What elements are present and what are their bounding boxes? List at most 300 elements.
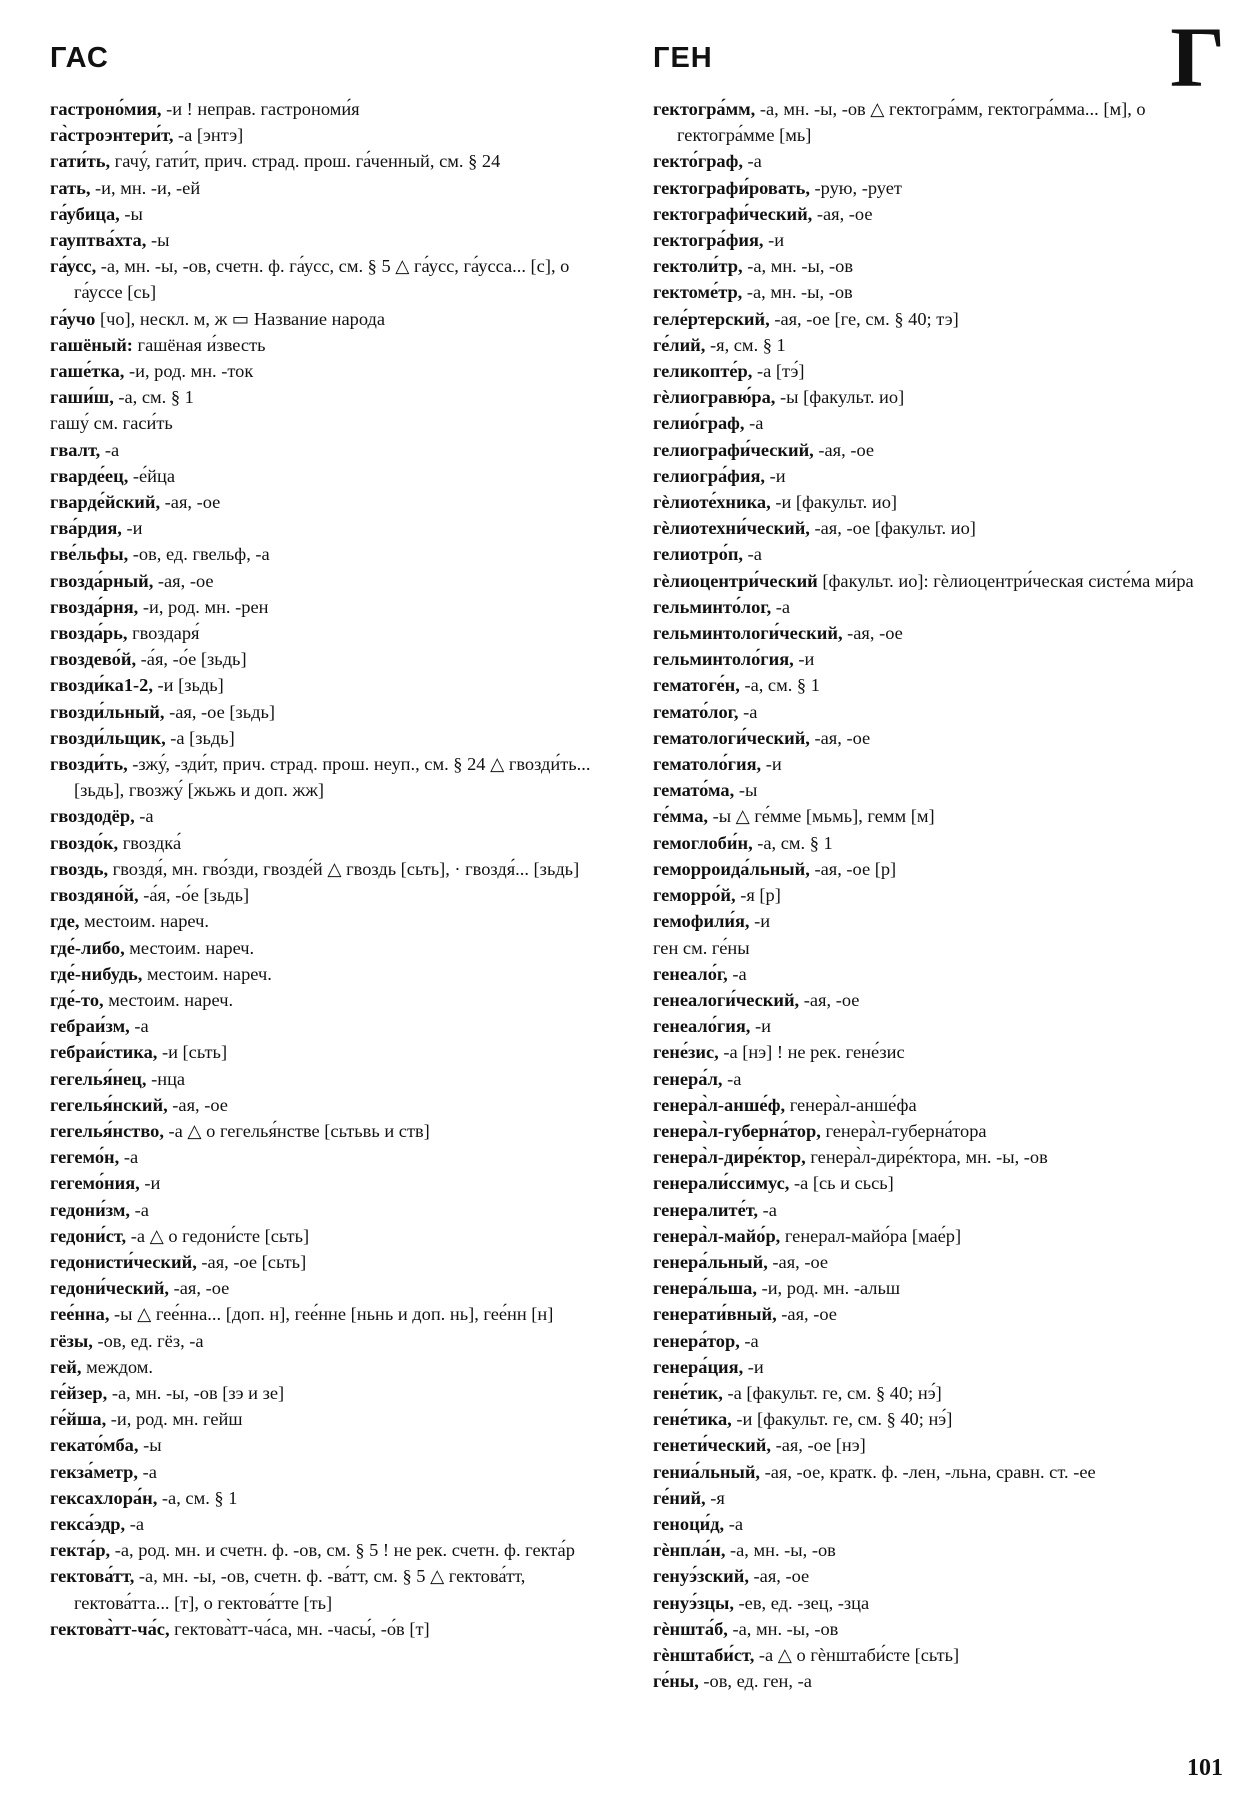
entry-headword: генералите́т, bbox=[653, 1199, 758, 1220]
dictionary-entry bbox=[653, 1563, 1225, 1589]
dictionary-entry bbox=[50, 1275, 620, 1301]
entry-headword: гектоли́тр, bbox=[653, 256, 743, 277]
entry-definition: гвоздка́ bbox=[118, 832, 182, 853]
dictionary-entry bbox=[50, 384, 620, 410]
entry-headword: га́учо bbox=[50, 308, 96, 329]
entry-definition: -и bbox=[761, 754, 782, 775]
entry-definition: -ая, -ое [нэ] bbox=[770, 1435, 866, 1456]
entry-headword: генера́ция, bbox=[653, 1356, 744, 1377]
entry-headword: ге́ний, bbox=[653, 1487, 706, 1508]
dictionary-entry bbox=[50, 672, 620, 698]
dictionary-entry bbox=[50, 856, 620, 882]
entry-definition: -ев, ед. -зец, -зца bbox=[733, 1592, 870, 1613]
entry-definition: -ов, ед. гвельф, -а bbox=[128, 544, 270, 565]
entry-headword: га́убица, bbox=[50, 203, 120, 224]
entry-headword: где, bbox=[50, 911, 80, 932]
dictionary-entry bbox=[50, 751, 620, 803]
dictionary-entry bbox=[50, 96, 620, 122]
entry-headword: где́-либо, bbox=[50, 937, 125, 958]
dictionary-entry bbox=[653, 463, 1225, 489]
entry-headword: гѐнштаби́ст, bbox=[653, 1644, 755, 1665]
entry-definition: -рую, -рует bbox=[809, 177, 902, 198]
entry-headword: гварде́ец, bbox=[50, 465, 129, 486]
entry-headword: ге́мма, bbox=[653, 806, 708, 827]
dictionary-entry bbox=[50, 1223, 620, 1249]
entry-definition: -а, см. § 1 bbox=[157, 1487, 238, 1508]
dictionary-entry bbox=[653, 725, 1225, 751]
entry-definition: -и bbox=[749, 911, 771, 932]
entry-definition: -а bbox=[119, 1147, 139, 1168]
entry-headword: гегемо́н, bbox=[50, 1147, 120, 1168]
entry-headword: гва́рдия, bbox=[50, 518, 122, 539]
dictionary-entry bbox=[653, 175, 1225, 201]
entry-headword: геликопте́р, bbox=[653, 361, 753, 382]
entry-definition: -и, род. мн. -ток bbox=[124, 361, 254, 382]
entry-definition: ген см. ге́ны bbox=[653, 937, 750, 958]
dictionary-entry bbox=[50, 987, 620, 1013]
dictionary-entry bbox=[50, 803, 620, 829]
entry-definition: [чо], нескл. м, ж ▭ Название народа bbox=[95, 308, 386, 329]
dictionary-entry bbox=[653, 358, 1225, 384]
entry-headword: гельминтологи́ческий, bbox=[653, 623, 843, 644]
dictionary-entry bbox=[653, 1039, 1225, 1065]
dictionary-entry bbox=[50, 463, 620, 489]
dictionary-entry bbox=[50, 489, 620, 515]
entry-headword: гельминто́лог, bbox=[653, 596, 772, 617]
entry-definition: -ы △ гее́нна... [доп. н], гее́нне [ньнь и доп. нь], гее́нн [н] bbox=[109, 1304, 554, 1325]
entry-definition: гвоздя́, мн. гво́зди, гвозде́й △ гвоздь [сьть], · гвоздя́... [зьдь] bbox=[108, 858, 580, 879]
dictionary-entry bbox=[50, 725, 620, 751]
entry-headword: генера̀л-дире́ктор, bbox=[653, 1147, 806, 1168]
entry-headword: гематоло́гия, bbox=[653, 754, 762, 775]
entry-definition: -ая, -ое [р] bbox=[809, 858, 897, 879]
entry-definition: -а, мн. -ы, -ов, счетн. ф. -ва́тт, см. § 5 △ гектова́тт, гектова́тта... [т], о гектова́тте [ть] bbox=[74, 1566, 526, 1613]
dictionary-entry bbox=[50, 699, 620, 725]
entry-headword: гѐлиогравю́ра, bbox=[653, 387, 776, 408]
entry-headword: гвоздево́й, bbox=[50, 649, 137, 670]
entry-definition: -ая, -ое bbox=[799, 989, 860, 1010]
entry-definition: -а, мн. -ы, -ов bbox=[725, 1540, 836, 1561]
entry-definition: -ы △ ге́мме [мьмь], гемм [м] bbox=[708, 806, 935, 827]
entry-definition: -ая, -ое bbox=[813, 439, 875, 460]
dictionary-entry bbox=[653, 961, 1225, 987]
entry-headword: гвоздь, bbox=[50, 858, 109, 879]
dictionary-entry bbox=[50, 594, 620, 620]
entry-definition: -а, мн. -ы, -ов, счетн. ф. га́усс, см. § 5 △ га́усс, га́усса... [с], о га́уссе [сь] bbox=[74, 256, 570, 303]
entry-definition: [факульт. ио]: гѐлиоцентри́ческая систе́ма ми́ра bbox=[817, 570, 1194, 591]
entry-headword: гегелья́нский, bbox=[50, 1094, 168, 1115]
entry-headword: гве́льфы, bbox=[50, 544, 129, 565]
dictionary-entry bbox=[653, 1328, 1225, 1354]
entry-headword: генерали́ссимус, bbox=[653, 1173, 790, 1194]
entry-headword: где́-нибудь, bbox=[50, 963, 143, 984]
entry-definition: -ая, -ое bbox=[160, 492, 221, 513]
entry-definition: -и bbox=[763, 230, 785, 251]
entry-definition: -а bbox=[129, 1199, 149, 1220]
entry-headword: гебраи́зм, bbox=[50, 1016, 130, 1037]
entry-definition: -а △ о гедони́сте [сьть] bbox=[126, 1225, 310, 1246]
entry-definition: гашёная и́звесть bbox=[132, 334, 266, 355]
dictionary-entry bbox=[50, 175, 620, 201]
entry-headword: генера́л, bbox=[653, 1068, 723, 1089]
dictionary-entry bbox=[50, 1328, 620, 1354]
entry-headword: гвалт, bbox=[50, 439, 101, 460]
entry-definition: -и bbox=[139, 1173, 161, 1194]
entry-definition: -а́я, -о́е [зьдь] bbox=[136, 649, 247, 670]
entry-headword: гаши́ш, bbox=[50, 387, 114, 408]
dictionary-entry bbox=[653, 515, 1225, 541]
dictionary-entry bbox=[653, 672, 1225, 698]
entry-headword: гедони́ст, bbox=[50, 1225, 127, 1246]
dictionary-entry bbox=[653, 201, 1225, 227]
dictionary-entry bbox=[653, 1406, 1225, 1432]
dictionary-entry bbox=[653, 541, 1225, 567]
dictionary-entry bbox=[653, 1459, 1225, 1485]
entry-headword: геморро́й, bbox=[653, 885, 736, 906]
dictionary-entry bbox=[50, 1013, 620, 1039]
entry-definition: местоим. нареч. bbox=[79, 911, 209, 932]
dictionary-entry bbox=[653, 410, 1225, 436]
entry-definition: гвоздаря́ bbox=[127, 623, 200, 644]
dictionary-entry bbox=[653, 227, 1225, 253]
dictionary-entry bbox=[50, 961, 620, 987]
entry-headword: ге́йша, bbox=[50, 1409, 107, 1430]
entry-definition: -е́йца bbox=[128, 465, 176, 486]
entry-headword: гелиографи́ческий, bbox=[653, 439, 814, 460]
entry-definition: -ая, -ое bbox=[767, 1251, 829, 1272]
entry-definition: -ов, ед. гёз, -а bbox=[92, 1330, 204, 1351]
dictionary-entry bbox=[653, 306, 1225, 332]
entry-headword: гѐнпла́н, bbox=[653, 1540, 726, 1561]
entry-definition: -ая, -ое bbox=[842, 623, 903, 644]
dictionary-entry bbox=[653, 1223, 1225, 1249]
entry-headword: гене́тика, bbox=[653, 1409, 732, 1430]
entry-headword: гедонисти́ческий, bbox=[50, 1251, 197, 1272]
entry-headword: гемофили́я, bbox=[653, 911, 750, 932]
entry-definition: -и ! неправ. гастрономи́я bbox=[161, 99, 360, 119]
entry-headword: ге́йзер, bbox=[50, 1382, 108, 1403]
entry-definition: -ая, -ое bbox=[167, 1094, 228, 1115]
right-column bbox=[653, 96, 1225, 1694]
entry-headword: гене́тик, bbox=[653, 1382, 723, 1403]
entry-headword: где́-то, bbox=[50, 989, 104, 1010]
dictionary-entry bbox=[50, 646, 620, 672]
entry-headword: гедони́зм, bbox=[50, 1199, 130, 1220]
entry-definition: -а, род. мн. и счетн. ф. -ов, см. § 5 ! не рек. счетн. ф. гекта́р bbox=[110, 1540, 575, 1561]
entry-definition: -а bbox=[129, 1016, 149, 1037]
dictionary-entry bbox=[653, 1144, 1225, 1170]
entry-definition: -а [факульт. ге, см. § 40; нэ́] bbox=[722, 1382, 942, 1403]
entry-headword: гаше́тка, bbox=[50, 361, 125, 382]
entry-definition: -а́я, -о́е [зьдь] bbox=[138, 885, 250, 906]
dictionary-entry bbox=[653, 384, 1225, 410]
dictionary-entry bbox=[50, 935, 620, 961]
entry-definition: -ая, -ое [факульт. ио] bbox=[809, 518, 976, 539]
entry-definition: генера̀л-губерна́тора bbox=[820, 1120, 987, 1141]
dictionary-entry bbox=[653, 1354, 1225, 1380]
entry-definition: -я bbox=[705, 1487, 725, 1508]
entry-definition: местоим. нареч. bbox=[124, 937, 255, 958]
entry-definition: гектова̀тт-ча́са, мн. -часы́, -о́в [т] bbox=[169, 1618, 430, 1639]
dictionary-entry bbox=[653, 253, 1225, 279]
entry-definition: -и bbox=[743, 1356, 764, 1377]
dictionary-entry bbox=[50, 1380, 620, 1406]
entry-definition: -а [энтэ] bbox=[173, 125, 244, 146]
entry-headword: гвозди́льный, bbox=[50, 701, 165, 722]
entry-definition: -а [тэ́] bbox=[752, 361, 805, 382]
dictionary-entry bbox=[50, 1144, 620, 1170]
entry-headword: гвоздо́к, bbox=[50, 832, 119, 853]
dictionary-entry bbox=[50, 410, 620, 436]
dictionary-entry bbox=[50, 1170, 620, 1196]
left-guide-word: ГАС bbox=[50, 42, 109, 74]
entry-headword: геноци́д, bbox=[653, 1513, 725, 1534]
entry-headword: генера̀л-майо́р, bbox=[653, 1225, 781, 1246]
entry-headword: гекто́граф, bbox=[653, 151, 743, 172]
dictionary-entry bbox=[50, 358, 620, 384]
dictionary-entry bbox=[50, 1537, 620, 1563]
dictionary-entry bbox=[50, 306, 620, 332]
entry-headword: гектогра́мм, bbox=[653, 99, 756, 119]
entry-headword: гѐлиотехни́ческий, bbox=[653, 518, 810, 539]
dictionary-entry bbox=[653, 699, 1225, 725]
entry-definition: -а △ о гѐнштаби́сте [сьть] bbox=[754, 1644, 960, 1665]
entry-headword: гекса́эдр, bbox=[50, 1513, 126, 1534]
entry-definition: генерал-майо́ра [мае́р] bbox=[780, 1225, 962, 1246]
entry-headword: гвозди́ка1-2, bbox=[50, 675, 153, 696]
entry-headword: генуэ́зский, bbox=[653, 1566, 749, 1587]
entry-definition: -а [зьдь] bbox=[165, 727, 235, 748]
entry-headword: генера̀л-анше́ф, bbox=[653, 1094, 786, 1115]
entry-definition: генера̀л-дире́ктора, мн. -ы, -ов bbox=[805, 1147, 1048, 1168]
entry-definition: -а [нэ] ! не рек. гене́зис bbox=[718, 1042, 905, 1063]
entry-definition: -а [сь и сьсь] bbox=[789, 1173, 894, 1194]
entry-headword: генера́тор, bbox=[653, 1330, 740, 1351]
dictionary-entry bbox=[50, 1459, 620, 1485]
dictionary-entry bbox=[653, 437, 1225, 463]
entry-headword: гекза́метр, bbox=[50, 1461, 138, 1482]
dictionary-entry bbox=[50, 1092, 620, 1118]
entry-definition: -и, род. мн. -альш bbox=[756, 1278, 901, 1299]
dictionary-entry bbox=[50, 227, 620, 253]
dictionary-entry bbox=[653, 751, 1225, 777]
entry-headword: гей, bbox=[50, 1356, 82, 1377]
entry-headword: гее́нна, bbox=[50, 1304, 110, 1325]
entry-definition: -а, см. § 1 bbox=[752, 832, 833, 853]
entry-headword: гексахлора́н, bbox=[50, 1487, 158, 1508]
dictionary-entry bbox=[50, 515, 620, 541]
entry-definition: -а bbox=[744, 413, 764, 434]
entry-definition: генера̀л-анше́фа bbox=[785, 1094, 917, 1115]
entry-headword: ге́лий, bbox=[653, 334, 706, 355]
dictionary-entry bbox=[653, 568, 1225, 594]
entry-headword: гѐншта́б, bbox=[653, 1618, 728, 1639]
entry-definition: -и, мн. -и, -ей bbox=[90, 177, 201, 198]
dictionary-entry bbox=[653, 1380, 1225, 1406]
entry-definition: -ая, -ое bbox=[776, 1304, 837, 1325]
dictionary-entry bbox=[50, 1432, 620, 1458]
entry-headword: гекта́р, bbox=[50, 1540, 111, 1561]
entry-definition: -ая, -ое [зьдь] bbox=[164, 701, 276, 722]
entry-definition: -ы bbox=[138, 1435, 162, 1456]
entry-definition: -ов, ед. ген, -а bbox=[698, 1671, 812, 1692]
dictionary-entry bbox=[50, 1485, 620, 1511]
entry-definition: -а △ о гегелья́нстве [сьтьвь и ств] bbox=[163, 1120, 430, 1141]
entry-headword: гектографи́ческий, bbox=[653, 203, 813, 224]
entry-definition: -и bbox=[121, 518, 143, 539]
entry-headword: гельминтоло́гия, bbox=[653, 649, 794, 670]
entry-headword: гвоздодёр, bbox=[50, 806, 135, 827]
dictionary-entry bbox=[653, 882, 1225, 908]
dictionary-entry bbox=[653, 1642, 1225, 1668]
dictionary-entry bbox=[653, 1092, 1225, 1118]
left-column bbox=[50, 96, 620, 1642]
entry-headword: генети́ческий, bbox=[653, 1435, 771, 1456]
entry-definition: -а bbox=[100, 439, 120, 460]
dictionary-entry bbox=[50, 253, 620, 305]
entry-definition: -а, мн. -ы, -ов △ гектогра́мм, гектогра́мма... [м], о гектогра́мме [мь] bbox=[677, 99, 1146, 146]
entry-definition: -а bbox=[738, 701, 758, 722]
dictionary-entry bbox=[653, 594, 1225, 620]
dictionary-entry bbox=[50, 568, 620, 594]
dictionary-entry bbox=[50, 122, 620, 148]
entry-definition: -а bbox=[134, 806, 154, 827]
entry-headword: гашёный: bbox=[50, 334, 133, 355]
entry-headword: гвоздяно́й, bbox=[50, 885, 139, 906]
dictionary-entry bbox=[653, 1590, 1225, 1616]
entry-headword: гвозди́льщик, bbox=[50, 727, 166, 748]
entry-headword: генуэ́зцы, bbox=[653, 1592, 734, 1613]
entry-definition: -ы bbox=[146, 230, 170, 251]
dictionary-entry bbox=[50, 201, 620, 227]
dictionary-entry bbox=[653, 830, 1225, 856]
dictionary-entry bbox=[653, 777, 1225, 803]
entry-headword: генера́льный, bbox=[653, 1251, 768, 1272]
entry-headword: гемато́лог, bbox=[653, 701, 739, 722]
entry-definition: -а, мн. -ы, -ов bbox=[742, 282, 853, 303]
entry-headword: гегемо́ния, bbox=[50, 1173, 140, 1194]
entry-headword: гварде́йский, bbox=[50, 492, 161, 513]
entry-definition: -и bbox=[765, 465, 786, 486]
dictionary-entry bbox=[50, 1197, 620, 1223]
dictionary-entry bbox=[653, 1170, 1225, 1196]
dictionary-entry bbox=[653, 1485, 1225, 1511]
dictionary-entry bbox=[653, 908, 1225, 934]
entry-definition: -нца bbox=[146, 1068, 186, 1089]
entry-definition: -а bbox=[771, 596, 791, 617]
entry-definition: -и [зьдь] bbox=[152, 675, 224, 696]
dictionary-entry bbox=[653, 620, 1225, 646]
entry-definition: -ая, -ое, кратк. ф. -лен, -льна, сравн. ст. -ее bbox=[760, 1461, 1096, 1482]
entry-definition: -ая, -ое bbox=[153, 570, 214, 591]
dictionary-entry bbox=[653, 1249, 1225, 1275]
dictionary-entry bbox=[50, 882, 620, 908]
entry-definition: -и [сьть] bbox=[157, 1042, 228, 1063]
dictionary-entry bbox=[50, 908, 620, 934]
entry-definition: гашу́ см. гаси́ть bbox=[50, 413, 173, 434]
entry-definition: -а bbox=[724, 1513, 744, 1534]
entry-headword: геморроида́льный, bbox=[653, 858, 810, 879]
entry-headword: генерати́вный, bbox=[653, 1304, 777, 1325]
dictionary-entry bbox=[50, 541, 620, 567]
dictionary-entry bbox=[653, 935, 1225, 961]
entry-headword: генера́льша, bbox=[653, 1278, 757, 1299]
page-header bbox=[0, 0, 1253, 105]
entry-definition: -а bbox=[743, 544, 762, 565]
entry-definition: -а bbox=[742, 151, 762, 172]
dictionary-entry bbox=[653, 987, 1225, 1013]
entry-definition: -а bbox=[722, 1068, 742, 1089]
entry-headword: гауптва́хта, bbox=[50, 230, 147, 251]
entry-definition: -а, мн. -ы, -ов [зэ и зе] bbox=[107, 1382, 285, 1403]
entry-headword: геле́ртерский, bbox=[653, 308, 770, 329]
dictionary-entry bbox=[653, 148, 1225, 174]
dictionary-entry bbox=[653, 1013, 1225, 1039]
dictionary-entry bbox=[50, 1511, 620, 1537]
entry-headword: гектова́тт, bbox=[50, 1566, 135, 1587]
entry-definition: -ая, -ое bbox=[748, 1566, 810, 1587]
entry-headword: генеалоги́ческий, bbox=[653, 989, 800, 1010]
entry-definition: гачу́, гати́т, прич. страд. прош. га́ченный, см. § 24 bbox=[110, 151, 501, 172]
entry-headword: гектогра́фия, bbox=[653, 230, 764, 251]
entry-headword: генера̀л-губерна́тор, bbox=[653, 1120, 821, 1141]
dictionary-entry bbox=[50, 1301, 620, 1327]
entry-definition: -ы bbox=[734, 780, 758, 801]
dictionary-entry bbox=[653, 1197, 1225, 1223]
dictionary-entry bbox=[653, 489, 1225, 515]
entry-headword: гвозда́рня, bbox=[50, 596, 139, 617]
entry-headword: га́усс, bbox=[50, 256, 97, 277]
dictionary-entry bbox=[653, 1066, 1225, 1092]
dictionary-entry bbox=[653, 1275, 1225, 1301]
entry-definition: -зжу́, -зди́т, прич. страд. прош. неуп., см. § 24 △ гвозди́ть... [зьдь], гвозжу́ [жьжь и доп. жж] bbox=[74, 754, 591, 801]
entry-definition: местоим. нареч. bbox=[103, 989, 234, 1010]
entry-headword: гематоге́н, bbox=[653, 675, 740, 696]
entry-definition: -а bbox=[739, 1330, 759, 1351]
dictionary-entry bbox=[50, 1118, 620, 1144]
dictionary-entry bbox=[653, 856, 1225, 882]
entry-definition: -ая, -ое bbox=[809, 727, 871, 748]
dictionary-entry bbox=[653, 1537, 1225, 1563]
entry-headword: гебраи́стика, bbox=[50, 1042, 158, 1063]
dictionary-entry bbox=[653, 1616, 1225, 1642]
entry-definition: -а bbox=[125, 1513, 145, 1534]
dictionary-entry bbox=[653, 1668, 1225, 1694]
entry-headword: гекато́мба, bbox=[50, 1435, 139, 1456]
entry-headword: гемато́ма, bbox=[653, 780, 735, 801]
entry-headword: гѐлиоцентри́ческий bbox=[653, 570, 818, 591]
entry-headword: гедони́ческий, bbox=[50, 1278, 170, 1299]
dictionary-entry bbox=[653, 332, 1225, 358]
entry-headword: гвозда́рный, bbox=[50, 570, 154, 591]
dictionary-entry bbox=[50, 332, 620, 358]
dictionary-entry bbox=[653, 1511, 1225, 1537]
entry-definition: -а, см. § 1 bbox=[739, 675, 820, 696]
entry-headword: гастроно́мия, bbox=[50, 99, 162, 119]
entry-definition: -и [факульт. ге, см. § 40; нэ́] bbox=[731, 1409, 953, 1430]
dictionary-entry bbox=[50, 148, 620, 174]
section-letter: Г bbox=[1170, 9, 1225, 105]
entry-definition: -ая, -ое [ге, см. § 40; тэ] bbox=[769, 308, 959, 329]
entry-definition: -и bbox=[750, 1016, 771, 1037]
entry-definition: -ая, -ое bbox=[812, 203, 873, 224]
dictionary-entry bbox=[50, 1249, 620, 1275]
entry-definition: -и [факульт. ио] bbox=[770, 492, 898, 513]
entry-definition: -а, мн. -ы, -ов bbox=[742, 256, 854, 277]
entry-headword: га̀строэнтери́т, bbox=[50, 125, 174, 146]
entry-definition: -ы [факульт. ио] bbox=[775, 387, 905, 408]
entry-headword: гелиотро́п, bbox=[653, 544, 744, 565]
